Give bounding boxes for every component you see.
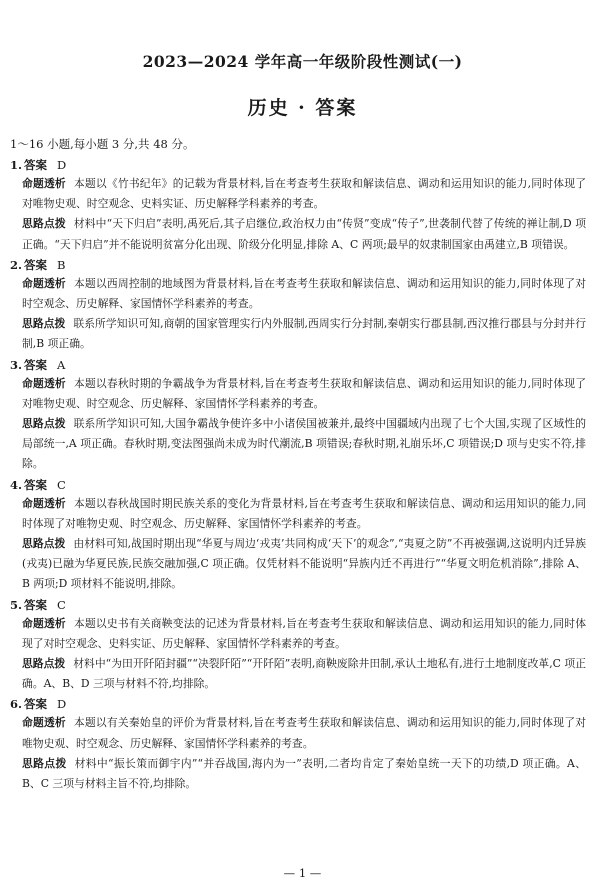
question-item bbox=[10, 596, 586, 695]
question-number: 3. bbox=[10, 357, 23, 372]
question-number: 1. bbox=[10, 158, 23, 172]
page-title: 2023—2024 学年高一年级阶段性测试(一) bbox=[142, 52, 463, 71]
page-subtitle: 历史 · 答案 bbox=[247, 97, 358, 119]
question-answer-line bbox=[10, 596, 586, 614]
hint-label: 思路点拨 bbox=[22, 537, 66, 551]
analysis-text: 本题以有关秦始皇的评价为背景材料,旨在考查考生获取和解读信息、调动和运用知识的能力,同时体现了对唯物史观、时空观念、历史解释、家国情怀学科素养的考查。 bbox=[22, 716, 586, 750]
analysis-text: 本题以西周控制的地域图为背景材料,旨在考查考生获取和解读信息、调动和运用知识的能力,同时体现了对时空观念、历史解释、家国情怀学科素养的考查。 bbox=[22, 276, 586, 311]
question-item bbox=[10, 156, 586, 255]
hint-text: 联系所学知识可知,商朝的国家管理实行内外服制,西周实行分封制,秦朝实行郡县制,西汉推行郡县与分封并行制,B 项正确。 bbox=[22, 317, 586, 351]
hint-label: 思路点拨 bbox=[22, 317, 66, 331]
analysis-paragraph bbox=[10, 713, 586, 753]
hint-text: 材料中“天下归启”表明,禹死后,其子启继位,政治权力由“传贤”变成“传子”,世袭制代替了传统的禅让制,D 项正确。“天下归启”并不能说明贫富分化出现、阶级分化明显,排除 A、C 两项;最早的奴隶制国家由禹建立,B 项错误。 bbox=[22, 217, 586, 251]
question-item bbox=[10, 256, 586, 355]
question-number: 4. bbox=[10, 477, 23, 492]
question-item bbox=[10, 356, 586, 475]
analysis-text: 本题以《竹书纪年》的记载为背景材料,旨在考查考生获取和解读信息、调动和运用知识的能力,同时体现了对唯物史观、时空观念、史料实证、历史解释学科素养的考查。 bbox=[22, 177, 586, 211]
hint-paragraph bbox=[10, 314, 586, 354]
analysis-label: 命题透析 bbox=[22, 496, 66, 510]
answer-value: D bbox=[57, 697, 67, 712]
analysis-label: 命题透析 bbox=[22, 276, 66, 290]
question-answer-line bbox=[10, 256, 586, 274]
analysis-text: 本题以史书有关商鞅变法的记述为背景材料,旨在考查考生获取和解读信息、调动和运用知识的能力,同时体现了对时空观念、史料实证、历史解释、家国情怀学科素养的考查。 bbox=[22, 616, 586, 650]
analysis-paragraph bbox=[10, 614, 586, 654]
analysis-label: 命题透析 bbox=[22, 376, 66, 390]
answer-label: 答案 bbox=[24, 357, 48, 372]
hint-paragraph bbox=[10, 534, 586, 595]
answer-value: C bbox=[57, 477, 66, 492]
question-list bbox=[10, 156, 586, 794]
page-number: — 1 — bbox=[283, 866, 322, 880]
hint-paragraph bbox=[10, 414, 586, 475]
question-answer-line bbox=[10, 476, 586, 494]
question-item bbox=[10, 476, 586, 595]
hint-text: 联系所学知识可知,大国争霸战争使许多中小诸侯国被兼并,最终中国疆域内出现了七个大国,实现了区域性的局部统一,A 项正确。春秋时期,变法图强尚未成为时代潮流,B 项错误;春秋时期,礼崩乐坏,C 项错误;D 项与史实不符,排除。 bbox=[22, 417, 586, 471]
analysis-paragraph bbox=[10, 174, 586, 214]
analysis-label: 命题透析 bbox=[22, 716, 66, 730]
hint-label: 思路点拨 bbox=[22, 217, 66, 231]
hint-text: 材料中“为田开阡陌封疆”“决裂阡陌”“开阡陌”表明,商鞅废除井田制,承认土地私有,进行土地制度改革,C 项正确。A、B、D 三项与材料不符,均排除。 bbox=[22, 657, 586, 691]
hint-label: 思路点拨 bbox=[22, 756, 67, 770]
hint-paragraph bbox=[10, 754, 586, 794]
answer-value: D bbox=[57, 158, 67, 172]
question-number: 6. bbox=[10, 697, 23, 712]
answer-value: C bbox=[57, 597, 66, 612]
hint-paragraph bbox=[10, 654, 586, 694]
question-item bbox=[10, 695, 586, 794]
question-number: 5. bbox=[10, 597, 23, 612]
hint-text: 由材料可知,战国时期出现“华夏与周边‘戎夷’共同构成‘天下’的观念”,“夷夏之防”不再被强调,这说明内迁异族(戎夷)已融为华夏民族,民族交融加强,C 项正确。仅凭材料不能说明“异族内迁不再进行”“华夏文明危机消除”,排除 A、B 两项;D 项材料不能说明,排除。 bbox=[22, 537, 586, 591]
answer-value: A bbox=[57, 357, 66, 372]
answer-content bbox=[10, 136, 586, 795]
question-answer-line bbox=[10, 695, 586, 713]
analysis-text: 本题以春秋时期的争霸战争为背景材料,旨在考查考生获取和解读信息、调动和运用知识的能力,同时体现了对唯物史观、时空观念、历史解释、家国情怀学科素养的考查。 bbox=[22, 376, 586, 410]
answer-label: 答案 bbox=[24, 477, 48, 492]
hint-label: 思路点拨 bbox=[22, 417, 66, 431]
question-number: 2. bbox=[10, 257, 23, 272]
hint-paragraph bbox=[10, 214, 586, 254]
answer-label: 答案 bbox=[24, 697, 48, 712]
analysis-label: 命题透析 bbox=[22, 616, 66, 630]
analysis-paragraph bbox=[10, 374, 586, 414]
analysis-paragraph bbox=[10, 494, 586, 534]
question-answer-line bbox=[10, 156, 586, 174]
answer-label: 答案 bbox=[24, 158, 48, 172]
analysis-label: 命题透析 bbox=[22, 177, 66, 190]
question-answer-line bbox=[10, 356, 586, 374]
answer-label: 答案 bbox=[24, 257, 48, 272]
hint-text: 材料中“振长策而御宇内”“并吞战国,海内为一”表明,二者均肯定了秦始皇统一天下的功绩,D 项正确。A、B、C 三项与材料主旨不符,均排除。 bbox=[22, 756, 586, 791]
answer-value: B bbox=[57, 257, 66, 272]
section-intro: 1～16 小题,每小题 3 分,共 48 分。 bbox=[10, 137, 195, 151]
analysis-text: 本题以春秋战国时期民族关系的变化为背景材料,旨在考查考生获取和解读信息、调动和运用知识的能力,同时体现了对唯物史观、时空观念、历史解释、家国情怀学科素养的考查。 bbox=[22, 496, 586, 530]
analysis-paragraph bbox=[10, 274, 586, 314]
hint-label: 思路点拨 bbox=[22, 657, 66, 671]
answer-label: 答案 bbox=[24, 597, 48, 612]
